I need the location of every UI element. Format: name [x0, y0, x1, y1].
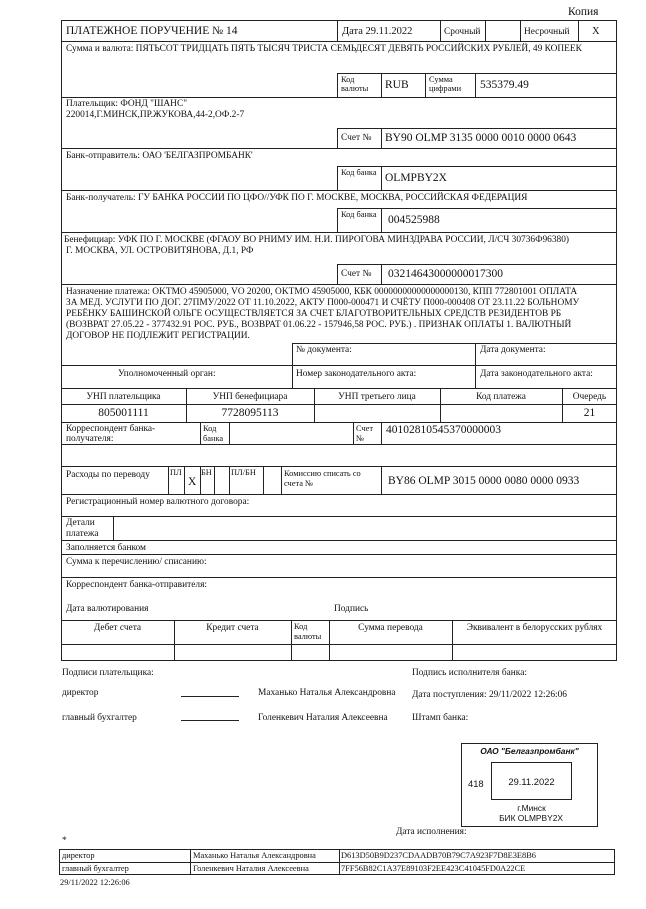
receiver-bank-code-label: Код банка — [341, 210, 377, 219]
expenses-plbn-label: ПЛ/БН — [231, 468, 256, 477]
document-number-label: № документа: — [296, 345, 352, 355]
expenses-pl-label: ПЛ — [170, 468, 182, 477]
unp-beneficiary-label: УНП бенефициара — [212, 392, 288, 402]
execution-timestamp: 29/11/2022 12:26:06 — [60, 878, 130, 887]
divider — [61, 516, 617, 517]
document-date: Дата 29.11.2022 — [342, 26, 413, 37]
divider — [381, 422, 382, 444]
divider — [337, 97, 617, 98]
beneficiary-account-label: Счет № — [341, 269, 372, 279]
divider — [229, 422, 230, 444]
divider — [61, 190, 617, 191]
divider — [61, 404, 617, 405]
receiver-bank-name: Банк-получатель: ГУ БАНКА РОССИИ ПО ЦФО//УФК ПО Г. МОСКВЕ, МОСКВА, РОССИЙСКАЯ ФЕДЕРАЦИЯ — [66, 193, 528, 203]
bank-fill-label: Заполняется банком — [66, 543, 146, 553]
bank-signature-label: Подпись исполнителя банка: — [412, 668, 527, 678]
divider — [520, 20, 521, 41]
divider — [200, 422, 201, 444]
currency-code-label: Код валюты — [341, 75, 369, 93]
correspondent-account-label: Счет № — [356, 424, 374, 443]
divider — [168, 466, 169, 494]
execution-name: Маханько Наталья Александровна — [193, 851, 316, 860]
divider — [292, 343, 617, 344]
stamp-number: 418 — [468, 778, 484, 789]
divider — [61, 644, 617, 645]
document-date-label: Дата документа: — [480, 345, 546, 355]
payer-name: Плательщик: ФОНД "ШАНС" — [66, 99, 188, 109]
execution-role: директор — [62, 851, 95, 860]
queue-value: 21 — [583, 407, 596, 419]
divider — [381, 208, 382, 232]
execution-hash: 7FF56B82C1A37E89103F2EE423C41045FD0A22CE — [341, 864, 526, 873]
divider — [61, 41, 617, 42]
expenses-bn-label: БН — [201, 468, 212, 477]
divider — [425, 73, 426, 97]
director-name: Маханько Наталья Александровна — [258, 688, 396, 698]
director-signature-line — [181, 696, 239, 697]
execution-hash: D613D50B9D237CDAADB70B79C7A923F7D8E3E8B6 — [341, 851, 536, 860]
divider — [61, 577, 617, 578]
divider — [291, 620, 292, 661]
urgent-label: Срочный — [444, 27, 481, 37]
divider — [381, 466, 382, 494]
payment-purpose-line: Назначение платежа: OKTMO 45905000, VO 20200, OKTMO 45905000, КБК 00000000000000000130, КПП 772801001 ОПЛАТА — [66, 287, 578, 297]
divider — [337, 208, 617, 209]
equivalent-header: Эквивалент в белорусских рублях — [466, 623, 603, 633]
payer-account-value: BY90 OLMP 3135 0000 0010 0000 0643 — [385, 132, 577, 144]
execution-name: Голенкевич Наталия Алексеевна — [193, 864, 309, 873]
copy-label: Копия — [568, 6, 599, 18]
authorized-body-label: Уполномоченный орган: — [118, 369, 216, 379]
director-label: директор — [62, 688, 99, 698]
divider — [337, 128, 338, 148]
beneficiary-address: Г. МОСКВА, УЛ. ОСТРОВИТЯНОВА, Д.1, РФ — [66, 246, 254, 256]
divider — [337, 166, 338, 190]
stamp-date: 29.11.2022 — [508, 776, 555, 787]
unp-third-party-label: УНП третьего лица — [338, 392, 416, 402]
divider — [184, 466, 185, 494]
expenses-label: Расходы по переводу — [66, 470, 150, 480]
payment-code-label: Код платежа — [476, 392, 526, 402]
signature-label: Подпись — [334, 604, 369, 614]
stamp-bank-name: ОАО "Белгазпромбанк" — [480, 746, 579, 756]
beneficiary-name: Бенефициар: УФК ПО Г. МОСКВЕ (ФГАОУ ВО РНИМУ ИМ. Н.И. ПИРОГОВА МИНЗДРАВА РОССИИ, Л/СЧ 30736Ф96380) — [64, 235, 570, 245]
amount-in-words: Сумма и валюта: ПЯТЬСОТ ТРИДЦАТЬ ПЯТЬ ТЫСЯЧ ТРИСТА СЕМЬДЕСЯТ ДЕВЯТЬ РОССИЙСКИХ РУБЛЕЙ, 49 КОПЕЕК — [66, 44, 582, 54]
divider — [61, 620, 617, 621]
payer-address: 220014,Г.МИНСК,ПР.ЖУКОВА,44-2,ОФ.2-7 — [66, 110, 245, 120]
beneficiary-account-value: 03214643000000017300 — [388, 268, 503, 280]
sender-bank-code-value: OLMPBY2X — [385, 172, 447, 184]
divider — [61, 365, 617, 366]
divider — [381, 128, 382, 148]
sender-bank-name: Банк-отправитель: ОАО 'БЕЛГАЗПРОМБАНК' — [66, 151, 253, 161]
stamp-city: г.Минск — [517, 803, 546, 813]
divider — [229, 466, 230, 494]
credit-account-header: Кредит счета — [206, 623, 259, 633]
debit-account-header: Дебет счета — [93, 623, 142, 633]
divider — [61, 494, 617, 495]
divider — [59, 862, 615, 863]
accountant-name: Голенкевич Наталия Алексеевна — [258, 713, 388, 723]
divider — [61, 554, 617, 555]
divider — [337, 73, 617, 74]
divider — [337, 73, 338, 97]
law-date-label: Дата законодательного акта: — [480, 369, 593, 379]
divider — [475, 73, 476, 97]
divider — [339, 849, 340, 875]
law-number-label: Номер законодательного акта: — [296, 369, 417, 379]
divider — [337, 20, 338, 41]
payer-account-label: Счет № — [341, 133, 372, 143]
currency-code-header: Код валюты — [294, 622, 322, 641]
correspondent-sender-label: Корреспондент банка-отправителя: — [66, 580, 207, 590]
divider — [61, 444, 617, 445]
divider — [381, 264, 382, 284]
divider — [485, 20, 486, 41]
payment-purpose-line: ЗА МЕД. УСЛУГИ ПО ДОГ. 27ПМУ/2022 ОТ 11.10.2022, АКТУ П000-000471 И СЧЁТУ П000-000408 ОТ 23.11.22 БОЛЬНОМУ — [66, 298, 580, 308]
transfer-sum-header: Сумма перевода — [358, 623, 423, 633]
divider — [381, 73, 382, 97]
payment-purpose-line: ДОГОВОР НЕ ПОДЛЕЖИТ РЕГИСТРАЦИИ. — [66, 331, 250, 341]
divider — [61, 97, 337, 98]
divider — [281, 466, 282, 494]
queue-label: Очередь — [572, 392, 607, 402]
unp-payer-value: 805001111 — [98, 407, 149, 419]
divider — [61, 148, 617, 149]
divider — [263, 466, 264, 494]
divider — [61, 540, 617, 541]
execution-role: главный бухгалтер — [62, 864, 129, 873]
divider — [381, 166, 382, 190]
value-date-label: Дата валютирования — [66, 604, 149, 614]
divider — [440, 20, 441, 41]
receiver-bank-code-value: 004525988 — [388, 214, 440, 226]
execution-date-label: Дата исполнения: — [396, 827, 467, 837]
divider — [190, 849, 191, 875]
amount-digits-value: 535379.49 — [480, 79, 529, 91]
divider — [353, 422, 354, 444]
sender-bank-code-label: Код банка — [341, 168, 377, 177]
amount-digits-label: Сумма цифрами — [429, 75, 462, 93]
currency-value: RUB — [385, 79, 409, 91]
payment-details-label: Детали платежа — [66, 518, 99, 539]
correspondent-code-label: Код банка — [203, 424, 224, 443]
divider — [337, 264, 617, 265]
unp-payer-label: УНП плательщика — [86, 392, 161, 402]
correspondent-label: Корреспондент банка-получателя: — [66, 424, 156, 444]
document-title: ПЛАТЕЖНОЕ ПОРУЧЕНИЕ № 14 — [66, 25, 238, 37]
non-urgent-mark: X — [592, 26, 600, 37]
stamp-bic: БИК OLMPBY2X — [499, 813, 563, 823]
divider — [113, 516, 114, 540]
receipt-date: Дата поступления: 29/11/2022 12:26:06 — [412, 690, 567, 700]
expenses-pl-mark: X — [188, 476, 197, 488]
unp-beneficiary-value: 7728095113 — [221, 407, 279, 419]
asterisk: * — [62, 836, 67, 846]
divider — [337, 208, 338, 232]
divider — [578, 20, 579, 41]
divider — [61, 284, 617, 285]
divider — [337, 128, 617, 129]
accountant-signature-line — [181, 720, 239, 721]
non-urgent-label: Несрочный — [524, 27, 570, 37]
correspondent-account-value: 40102810545370000003 — [386, 424, 501, 436]
commission-label: Комиссию списать со счета № — [284, 469, 361, 488]
divider — [61, 466, 617, 467]
payment-purpose-line: (ВОЗВРАТ 27.05.22 - 377432.91 РОС. РУБ., ВОЗВРАТ 01.06.22 - 157946,58 РОС. РУБ.) . ПРИЗНАК ОПЛАТЫ 1. ВАЛЮТНЫЙ — [66, 320, 572, 330]
payment-purpose-line: РЕБЁНКУ БАШИНСКОЙ ОЛЬГЕ ОСУЩЕСТВЛЯЕТСЯ ЗА СЧЕТ БЛАГОТВОРИТЕЛЬНЫХ СРЕДСТВ РЕЗИДЕНТОВ РБ — [66, 309, 562, 319]
divider — [337, 166, 617, 167]
divider — [61, 232, 617, 233]
accountant-label: главный бухгалтер — [62, 713, 137, 723]
divider — [214, 466, 215, 494]
commission-account-value: BY86 OLMP 3015 0000 0080 0000 0933 — [388, 475, 580, 487]
divider — [337, 264, 338, 284]
sum-transfer-label: Сумма к перечислению/ списанию: — [66, 557, 207, 567]
divider — [61, 422, 617, 423]
divider — [61, 388, 617, 389]
payer-signatures-label: Подписи плательщика: — [62, 668, 154, 678]
registration-number-label: Регистрационный номер валютного договора: — [66, 497, 250, 507]
bank-stamp-label: Штамп банка: — [412, 713, 469, 723]
